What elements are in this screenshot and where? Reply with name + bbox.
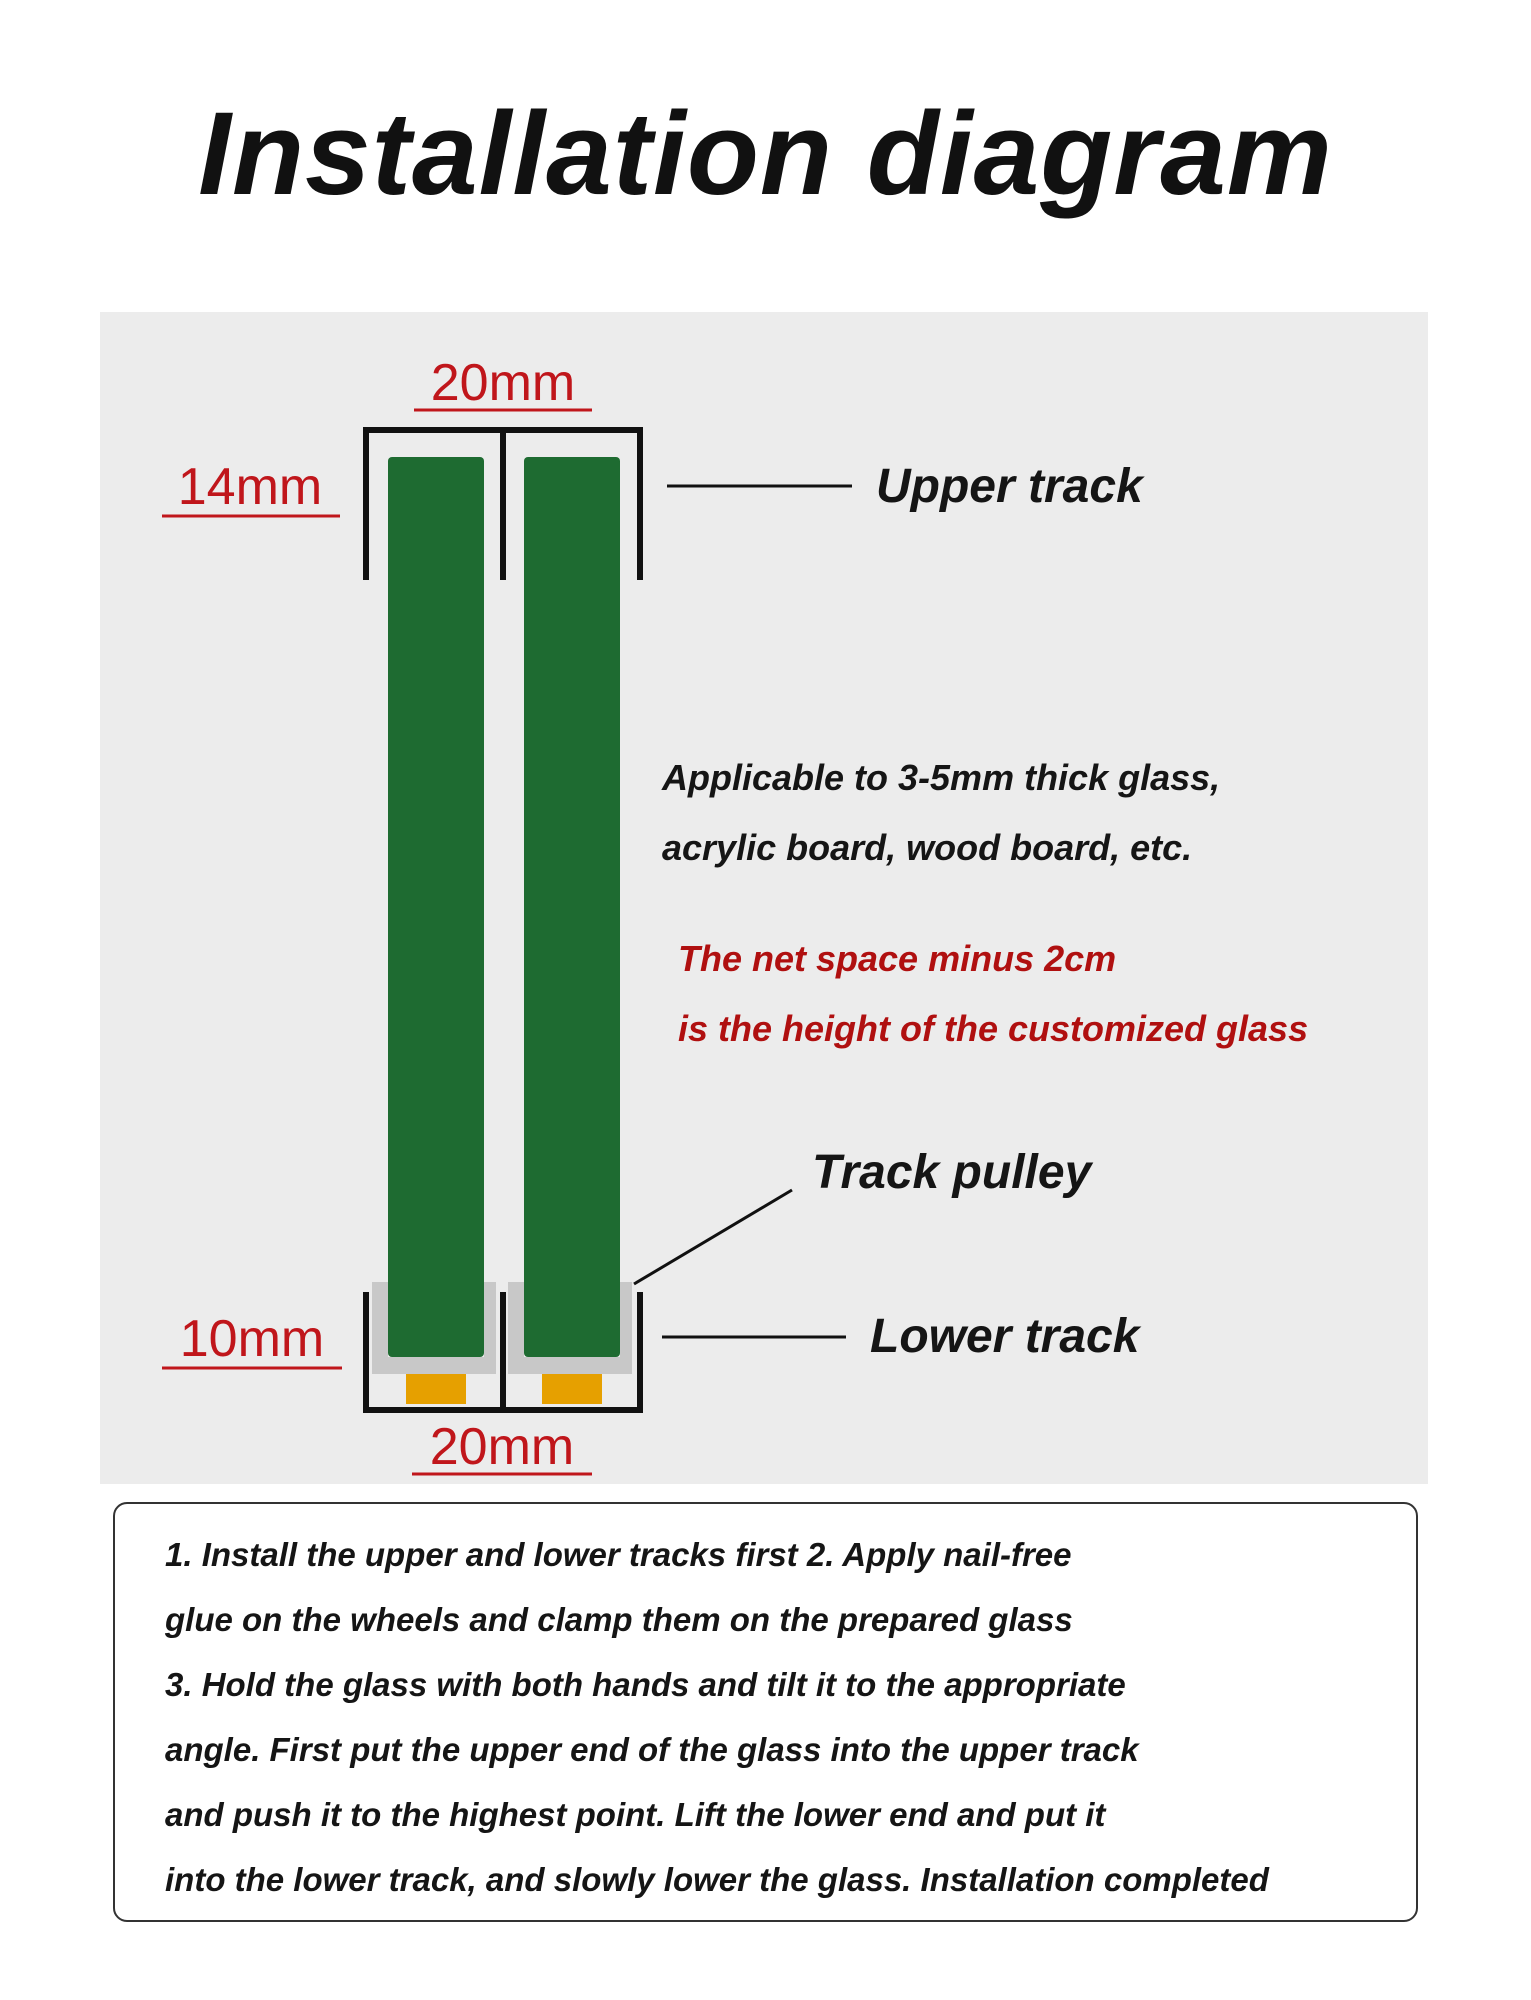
dimension-bottom-width: 20mm xyxy=(429,1418,575,1476)
instruction-line: and push it to the highest point. Lift the lower end and put it xyxy=(165,1796,1106,1833)
page-title: Installation diagram xyxy=(198,88,1333,220)
instruction-line: into the lower track, and slowly lower the glass. Installation completed xyxy=(165,1861,1269,1898)
lower-track-label: Lower track xyxy=(870,1310,1140,1363)
dimension-bottom-depth: 10mm xyxy=(179,1310,325,1368)
instructions-box xyxy=(113,1502,1418,1922)
installation-diagram xyxy=(100,312,1428,1484)
net-space-note-line1: The net space minus 2cm xyxy=(678,938,1117,979)
upper-track-label: Upper track xyxy=(876,460,1143,513)
dimension-top-depth: 14mm xyxy=(177,458,323,516)
net-space-note-line2: is the height of the customized glass xyxy=(678,1008,1309,1049)
glass-panel-left xyxy=(388,457,484,1357)
track-pulley-leader xyxy=(634,1190,792,1284)
applicable-note-line2: acrylic board, wood board, etc. xyxy=(662,827,1193,868)
instruction-line: angle. First put the upper end of the glass into the upper track xyxy=(165,1731,1139,1768)
track-pulley-label: Track pulley xyxy=(812,1146,1092,1199)
instruction-line: 1. Install the upper and lower tracks first 2. Apply nail-free xyxy=(165,1536,1072,1573)
instruction-line: glue on the wheels and clamp them on the prepared glass xyxy=(165,1601,1073,1638)
applicable-note-line1: Applicable to 3-5mm thick glass, xyxy=(662,757,1221,798)
diagram-panel xyxy=(100,312,1428,1484)
track-pulley-right xyxy=(542,1374,602,1404)
instruction-line: 3. Hold the glass with both hands and tilt it to the appropriate xyxy=(165,1666,1126,1703)
dimension-top-width: 20mm xyxy=(430,354,576,412)
glass-panel-right xyxy=(524,457,620,1357)
track-pulley-left xyxy=(406,1374,466,1404)
